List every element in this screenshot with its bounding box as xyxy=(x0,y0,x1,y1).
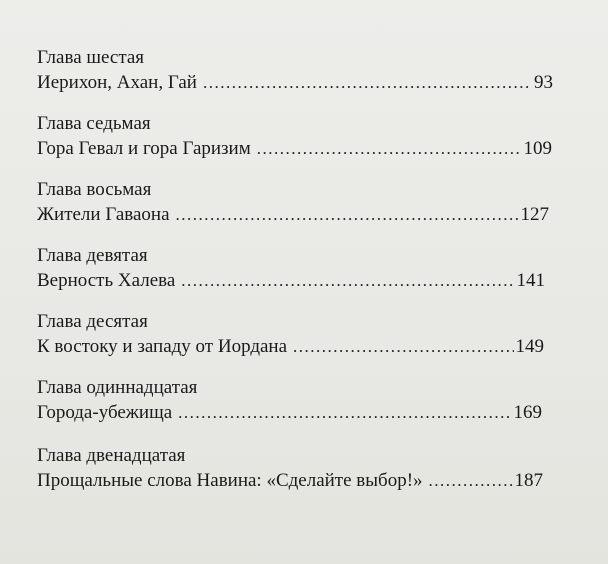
toc-entry xyxy=(37,311,547,377)
chapter-label: Глава седьмая xyxy=(37,113,151,134)
chapter-title: К востоку и западу от Иордана xyxy=(37,336,288,357)
chapter-title: Прощальные слова Навина: «Сделайте выбор!» xyxy=(37,470,423,491)
chapter-title: Жители Гаваона xyxy=(37,204,170,225)
toc-entry xyxy=(37,179,547,245)
chapter-label: Глава шестая xyxy=(37,47,145,68)
dot-leader xyxy=(293,336,513,358)
table-of-contents xyxy=(37,47,553,511)
page-number: 149 xyxy=(515,336,544,357)
page-number: 141 xyxy=(516,270,545,291)
toc-entry xyxy=(37,377,547,443)
dot-leader xyxy=(203,72,532,94)
chapter-title: Иерихон, Ахан, Гай xyxy=(37,72,197,93)
toc-title-line xyxy=(37,270,545,292)
chapter-title: Гора Гевал и гора Гаризим xyxy=(37,138,251,159)
toc-title-line xyxy=(37,204,549,226)
chapter-title: Верность Халева xyxy=(37,270,176,291)
page-number: 169 xyxy=(513,402,542,423)
page-number: 93 xyxy=(534,72,553,93)
page-number: 127 xyxy=(520,204,549,225)
toc-entry xyxy=(37,445,547,511)
toc-title-line xyxy=(37,138,552,160)
toc-entry xyxy=(37,245,547,311)
toc-title-line xyxy=(37,72,553,94)
chapter-title: Города-убежища xyxy=(37,402,173,423)
chapter-label: Глава двенадцатая xyxy=(37,445,186,466)
chapter-label: Глава десятая xyxy=(37,311,148,332)
toc-entry xyxy=(37,47,553,113)
toc-title-line xyxy=(37,336,544,358)
page-number: 187 xyxy=(514,470,543,491)
dot-leader xyxy=(257,138,522,160)
chapter-label: Глава девятая xyxy=(37,245,148,266)
toc-entry xyxy=(37,113,552,179)
chapter-label: Глава одиннадцатая xyxy=(37,377,198,398)
toc-title-line xyxy=(37,470,543,492)
toc-title-line xyxy=(37,402,542,424)
dot-leader xyxy=(429,470,513,492)
page-number: 109 xyxy=(523,138,552,159)
dot-leader xyxy=(176,204,519,226)
dot-leader xyxy=(178,402,511,424)
chapter-label: Глава восьмая xyxy=(37,179,152,200)
dot-leader xyxy=(181,270,514,292)
